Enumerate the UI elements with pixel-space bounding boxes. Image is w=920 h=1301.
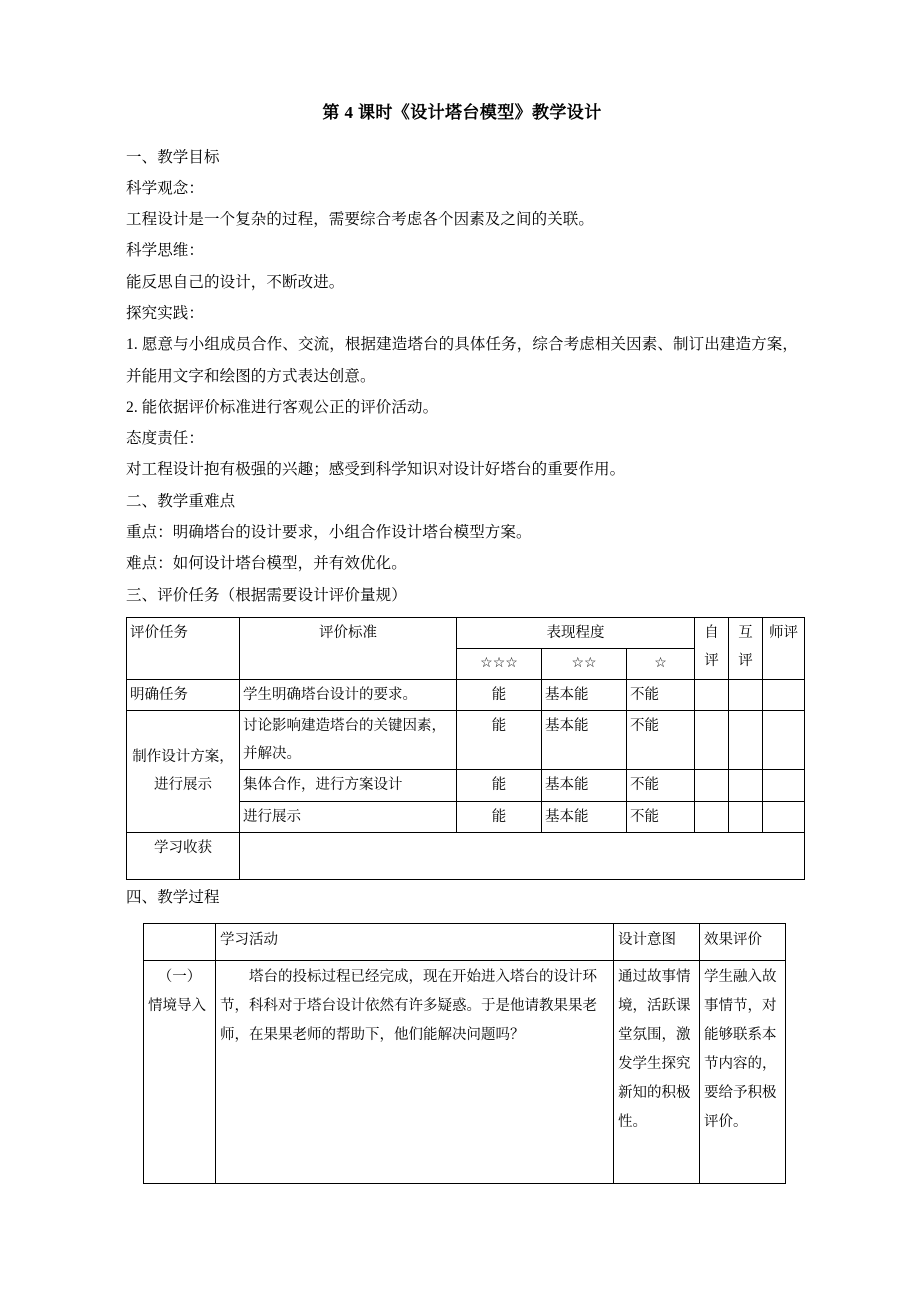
table-row — [127, 710, 805, 770]
rubric-cell-criteria-0: 学生明确塔台设计的要求。 — [240, 679, 457, 710]
rubric-footer-content[interactable] — [240, 832, 805, 879]
rubric-cell-self-2[interactable] — [695, 770, 729, 801]
rubric-cell-teacher-3[interactable] — [763, 801, 805, 832]
rubric-header-performance: 表现程度 — [457, 617, 695, 648]
rubric-cell-level2-3: 基本能 — [542, 801, 627, 832]
process-header-row — [144, 924, 786, 961]
rubric-header-row-1 — [127, 617, 805, 648]
process-header-activity: 学习活动 — [216, 924, 614, 961]
process-cell-effect-0: 学生融入故事情节，对能够联系本节内容的，要给予积极评价。 — [700, 961, 786, 1184]
label-science-thinking: 科学思维： — [126, 242, 205, 260]
rubric-star-level-2: ☆☆ — [542, 649, 627, 679]
heading-key-difficulties: 二、教学重难点 — [126, 492, 236, 510]
rubric-footer-label: 学习收获 — [127, 832, 240, 879]
rubric-cell-level3-1: 能 — [457, 710, 542, 770]
rubric-cell-peer-3[interactable] — [729, 801, 763, 832]
rubric-cell-criteria-2: 集体合作，进行方案设计 — [240, 770, 457, 801]
rubric-cell-level3-2: 能 — [457, 770, 542, 801]
process-cell-activity-0: 塔台的投标过程已经完成，现在开始进入塔台的设计环节，科科对于塔台设计依然有许多疑惑。于是他请教果果老师，在果果老师的帮助下，他们能解决问题吗？ — [216, 961, 614, 1184]
rubric-cell-level2-0: 基本能 — [542, 679, 627, 710]
table-row — [144, 961, 786, 1184]
rubric-cell-self-0[interactable] — [695, 679, 729, 710]
rubric-cell-teacher-0[interactable] — [763, 679, 805, 710]
rubric-star-level-3: ☆☆☆ — [457, 649, 542, 679]
process-stage-number-0: （一） — [157, 969, 202, 986]
rubric-cell-level1-0: 不能 — [627, 679, 695, 710]
heading-evaluation-tasks: 三、评价任务（根据需要设计评价量规） — [126, 586, 407, 604]
rubric-cell-peer-1[interactable] — [729, 710, 763, 770]
evaluation-rubric-table — [126, 617, 805, 880]
heading-objectives: 一、教学目标 — [126, 148, 220, 166]
rubric-header-peer-eval: 互评 — [729, 617, 763, 679]
text-key-point: 重点：明确塔台的设计要求，小组合作设计塔台模型方案。 — [126, 524, 532, 542]
label-inquiry-practice: 探究实践： — [126, 304, 205, 322]
rubric-header-self-eval: 自评 — [695, 617, 729, 679]
rubric-cell-level3-3: 能 — [457, 801, 542, 832]
rubric-cell-level2-1: 基本能 — [542, 710, 627, 770]
rubric-header-criteria: 评价标准 — [240, 617, 457, 679]
rubric-cell-task-0: 明确任务 — [127, 679, 240, 710]
rubric-cell-self-1[interactable] — [695, 710, 729, 770]
text-science-thinking: 能反思自己的设计，不断改进。 — [126, 273, 345, 291]
text-hard-point: 难点：如何设计塔台模型，并有效优化。 — [126, 555, 407, 573]
rubric-cell-level1-2: 不能 — [627, 770, 695, 801]
process-header-effect: 效果评价 — [700, 924, 786, 961]
rubric-cell-level2-2: 基本能 — [542, 770, 627, 801]
rubric-cell-level1-3: 不能 — [627, 801, 695, 832]
rubric-cell-level3-0: 能 — [457, 679, 542, 710]
process-header-intent: 设计意图 — [614, 924, 700, 961]
rubric-cell-criteria-1: 讨论影响建造塔台的关键因素，并解决。 — [240, 710, 457, 770]
label-attitude-responsibility: 态度责任： — [126, 430, 205, 448]
text-attitude-responsibility: 对工程设计抱有极强的兴趣；感受到科学知识对设计好塔台的重要作用。 — [126, 461, 626, 479]
page-title: 第 4 课时《设计塔台模型》教学设计 — [322, 103, 602, 122]
process-stage-name-0: 情境导入 — [148, 998, 206, 1015]
rubric-cell-peer-0[interactable] — [729, 679, 763, 710]
text-science-concept: 工程设计是一个复杂的过程，需要综合考虑各个因素及之间的关联。 — [126, 211, 595, 229]
table-row — [127, 679, 805, 710]
process-cell-stage-0 — [144, 961, 216, 1184]
table-row — [127, 832, 805, 879]
process-header-stage — [144, 924, 216, 961]
rubric-cell-teacher-1[interactable] — [763, 710, 805, 770]
heading-teaching-process: 四、教学过程 — [126, 888, 220, 906]
rubric-header-teacher-eval: 师评 — [763, 617, 805, 679]
text-practice-item-2: 2. 能依据评价标准进行客观公正的评价活动。 — [126, 398, 439, 416]
rubric-cell-task-1: 制作设计方案，进行展示 — [127, 710, 240, 832]
rubric-cell-level1-1: 不能 — [627, 710, 695, 770]
rubric-cell-criteria-3: 进行展示 — [240, 801, 457, 832]
rubric-star-level-1: ☆ — [627, 649, 695, 679]
rubric-cell-self-3[interactable] — [695, 801, 729, 832]
rubric-cell-peer-2[interactable] — [729, 770, 763, 801]
label-science-concept: 科学观念： — [126, 179, 205, 197]
rubric-header-task: 评价任务 — [127, 617, 240, 679]
teaching-process-table — [143, 923, 786, 1184]
text-practice-item-1: 1. 愿意与小组成员合作、交流，根据建造塔台的具体任务，综合考虑相关因素、制订出建造方案，并能用文字和绘图的方式表达创意。 — [126, 336, 798, 385]
rubric-cell-teacher-2[interactable] — [763, 770, 805, 801]
process-cell-intent-0: 通过故事情境，活跃课堂氛围，激发学生探究新知的积极性。 — [614, 961, 700, 1184]
